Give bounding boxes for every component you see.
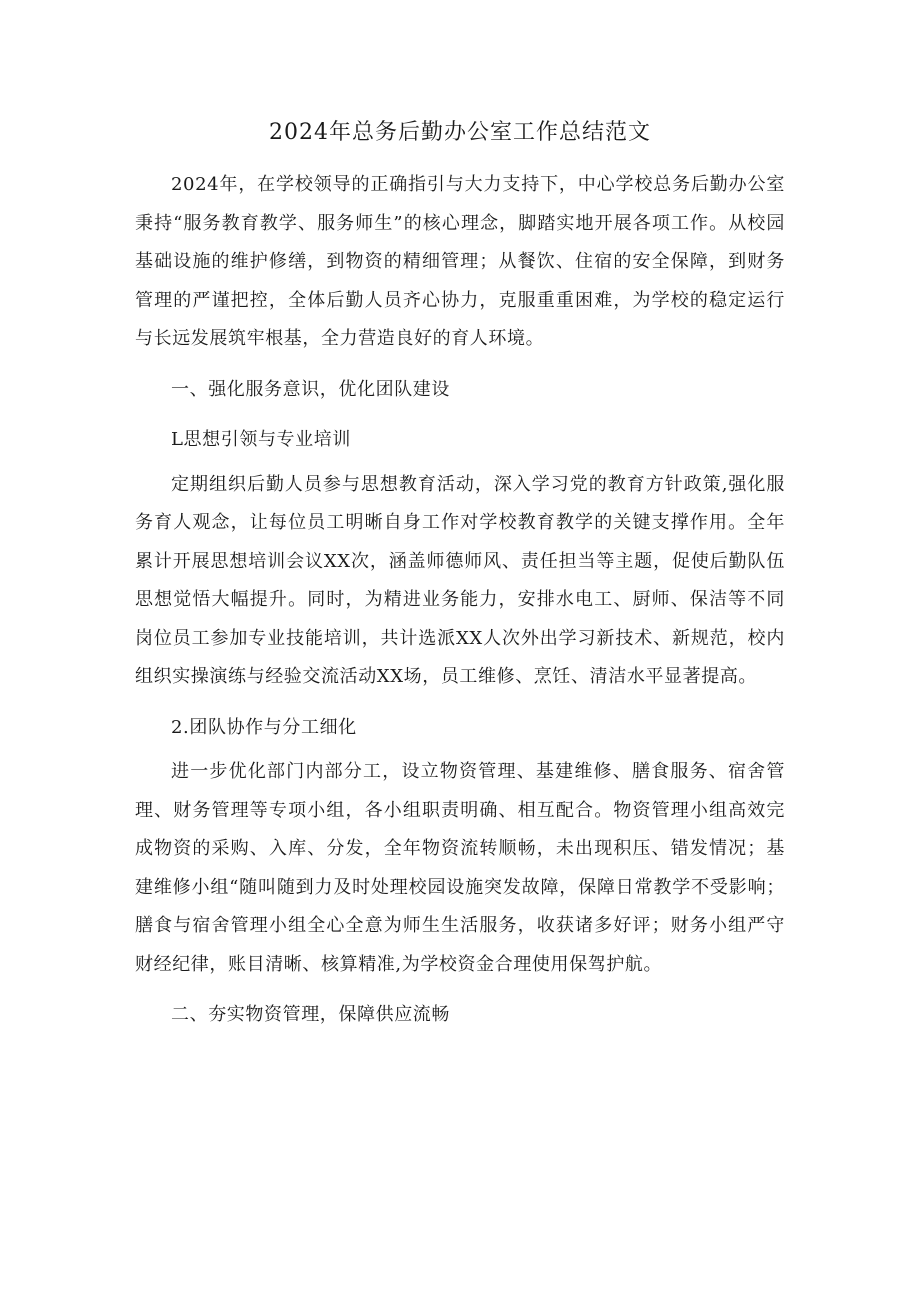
section-heading-1: 一、强化服务意识，优化团队建设 bbox=[171, 378, 450, 400]
section-heading-2: 二、夯实物资管理，保障供应流畅 bbox=[171, 1004, 450, 1025]
intro-paragraph: 2024年，在学校领导的正确指引与大力支持下，中心学校总务后勤办公室秉持“服务教育教学、服务师生”的核心理念，脚踏实地开展各项工作。从校园基础设施的维护修缮，到物资的精细管理；从餐饮、住宿的安全保障，到财务管理的严谨把控，全体后勤人员齐心协力，克服重重困难，为学校的稳定运行与长远发展筑牢根基，全力营造良好的育人环境。 bbox=[135, 174, 785, 349]
subsection-body-2: 进一步优化部门内部分工，设立物资管理、基建维修、膳食服务、宿舍管理、财务管理等专项小组，各小组职责明确、相互配合。物资管理小组高效完成物资的采购、入库、分发，全年物资流转顺畅，未出现积压、错发情况；基建维修小组“随叫随到力及时处理校园设施突发故障，保障日常教学不受影响；膳食与宿舍管理小组全心全意为师生生活服务，收获诸多好评；财务小组严守财经纪律，账目清晰、核算精准,为学校资金合理使用保驾护航。 bbox=[135, 761, 785, 975]
subsection-heading-2: 2.团队协作与分工细化 bbox=[171, 716, 357, 738]
subsection-heading-1: L思想引领与专业培训 bbox=[171, 429, 351, 450]
document-body bbox=[135, 110, 785, 1041]
document-title: 2024年总务后勤办公室工作总结范文 bbox=[269, 120, 651, 145]
subsection-body-1: 定期组织后勤人员参与思想教育活动，深入学习党的教育方针政策,强化服务育人观念，让每位员工明晰自身工作对学校教育教学的关键支撑作用。全年累计开展思想培训会议XX次，涵盖师德师风、责任担当等主题，促使后勤队伍思想觉悟大幅提升。同时，为精进业务能力，安排水电工、厨师、保洁等不同岗位员工参加专业技能培训，共计选派XX人次外出学习新技术、新规范，校内组织实操演练与经验交流活动XX场，员工维修、烹饪、清洁水平显著提高。 bbox=[135, 473, 785, 687]
